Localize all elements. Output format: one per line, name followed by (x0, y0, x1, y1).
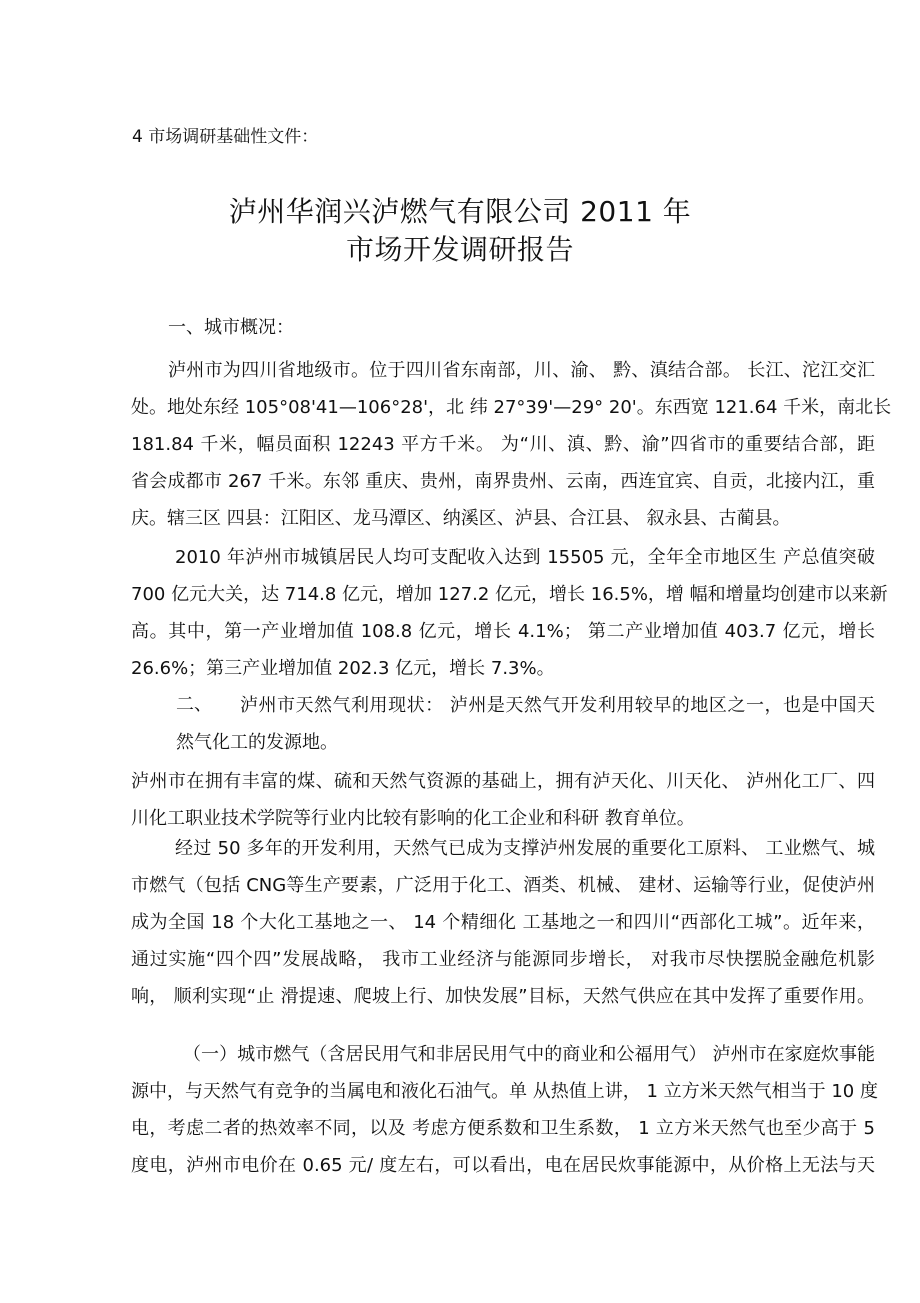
paragraph-city-gas (131, 1036, 878, 1184)
text-line: 处。地处东经 105°08'41—106°28'，北 纬 27°39'—29° 20'。东西宽 121.64 千米，南北长 (131, 397, 892, 418)
text-line: 2010 年泸州市城镇居民人均可支配收入达到 15505 元，全年全市地区生 产总值突破 (175, 547, 875, 568)
paragraph-resources (131, 763, 875, 837)
text-line: 泸州市在拥有丰富的煤、硫和天然气资源的基础上，拥有泸天化、川天化、 泸州化工厂、四 (131, 771, 875, 792)
text-line: 181.84 千米，幅员面积 12243 平方千米。 为“川、滇、黔、渝”四省市的重要结合部，距 (131, 434, 875, 455)
section-2-title-continued: 然气化工的发源地。 (176, 732, 338, 753)
text-line: 经过 50 多年的开发利用，天然气已成为支撑泸州发展的重要化工原料、 工业燃气、城 (175, 838, 875, 859)
text-line: 川化工职业技术学院等行业内比较有影响的化工企业和科研 教育单位。 (131, 808, 695, 829)
paragraph-city-overview (131, 352, 892, 537)
text-line: 度电，泸州市电价在 0.65 元/ 度左右，可以看出，电在居民炊事能源中，从价格上无法与天 (131, 1155, 875, 1176)
text-line: 高。其中，第一产业增加值 108.8 亿元，增长 4.1%； 第二产业增加值 403.7 亿元，增长 (131, 621, 875, 642)
text-line: 700 亿元大关，达 714.8 亿元，增加 127.2 亿元，增长 16.5%，增 幅和增量均创建市以来新 (131, 584, 888, 605)
section-2-number: 二、 (176, 694, 212, 715)
section-2-title (240, 687, 875, 724)
text-line: 泸州市为四川省地级市。位于四川省东南部，川、渝、 黔、滇结合部。 长江、沱江交汇 (168, 360, 875, 381)
text-line: 庆。辖三区 四县：江阳区、龙马潭区、纳溪区、泸县、合江县、 叙永县、古蔺县。 (131, 508, 791, 529)
text-line: 26.6%；第三产业增加值 202.3 亿元，增长 7.3%。 (131, 658, 555, 679)
text-line: 源中，与天然气有竞争的当属电和液化石油气。单 从热值上讲， 1 立方米天然气相当于 10 度 (131, 1081, 878, 1102)
report-title-line-2: 市场开发调研报告 (345, 233, 574, 266)
text-line: 成为全国 18 个大化工基地之一、 14 个精细化 工基地之一和四川“西部化工城”。近年来， (131, 912, 875, 933)
text-line: 省会成都市 267 千米。东邻 重庆、贵州，南界贵州、云南，西连宜宾、自贡，北接内江，重 (131, 471, 875, 492)
paragraph-economy (131, 539, 888, 687)
report-title-line-1: 泸州华润兴泸燃气有限公司 2011 年 (228, 195, 692, 228)
text-line: 响， 顺利实现“止 滑提速、爬坡上行、加快发展”目标，天然气供应在其中发挥了重要作用。 (131, 986, 875, 1007)
text-line: 电，考虑二者的热效率不同，以及 考虑方便系数和卫生系数， 1 立方米天然气也至少高于 5 (131, 1118, 875, 1139)
text-line: （一）城市燃气（含居民用气和非居民用气中的商业和公福用气） 泸州市在家庭炊事能 (183, 1044, 875, 1065)
text-line: 泸州市天然气利用现状： 泸州是天然气开发利用较早的地区之一，也是中国天 (240, 695, 875, 716)
section-1-title: 一、城市概况： (168, 317, 294, 338)
document-heading: 4 市场调研基础性文件： (132, 127, 319, 147)
text-line: 市燃气（包括 CNG等生产要素，广泛用于化工、酒类、机械、 建材、运输等行业，促使泸州 (131, 875, 875, 896)
text-line: 通过实施“四个四”发展战略， 我市工业经济与能源同步增长， 对我市尽快摆脱金融危机影 (131, 949, 875, 970)
paragraph-development (131, 830, 875, 1015)
